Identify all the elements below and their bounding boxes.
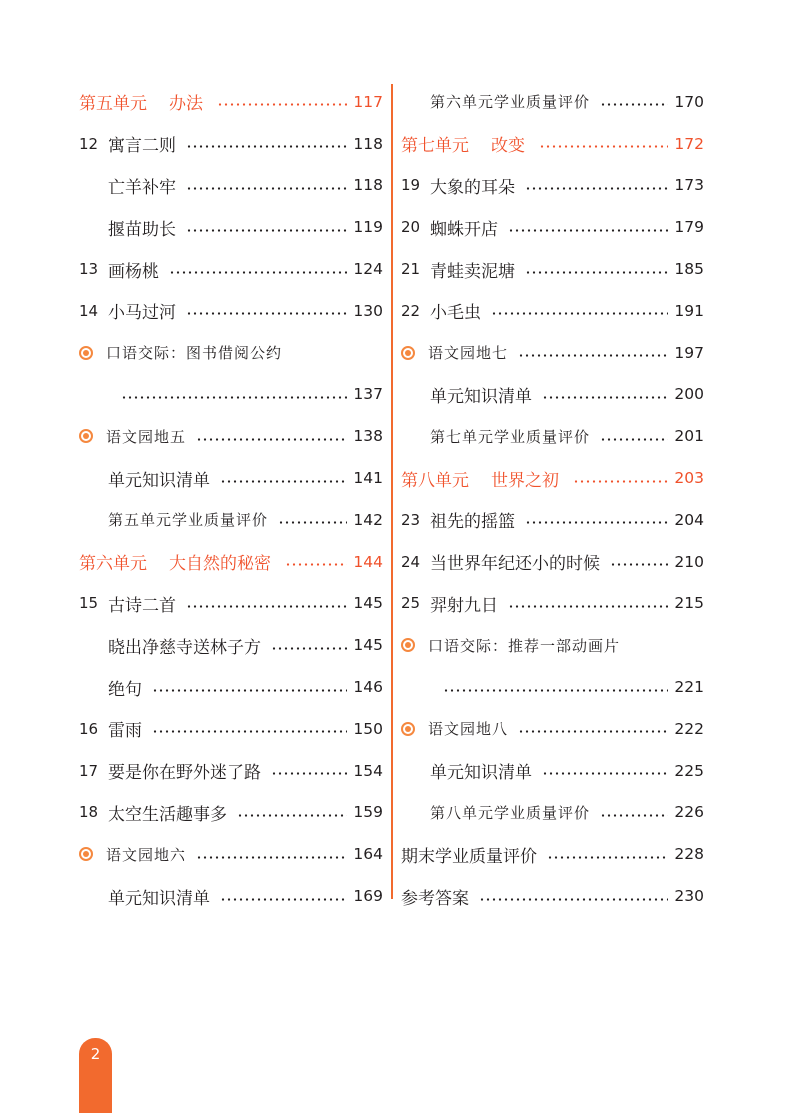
page-number-label: 185 — [674, 260, 704, 279]
toc-entry[interactable] — [79, 499, 383, 541]
page-number-label: 204 — [674, 510, 704, 529]
entry-title: 单元知识清单 — [430, 386, 532, 407]
page-number-label: 169 — [353, 887, 383, 906]
lesson-number: 17 — [79, 761, 99, 780]
dot-leader — [220, 898, 347, 901]
page-number-label: 210 — [674, 552, 704, 571]
column-divider — [391, 84, 393, 899]
toc-entry[interactable] — [401, 374, 704, 416]
lesson-number: 15 — [79, 594, 99, 613]
unit-subtitle: 大自然的秘密 — [169, 554, 271, 575]
entry-title: 太空生活趣事多 — [108, 804, 227, 825]
dot-leader — [518, 354, 668, 357]
dot-leader — [610, 563, 668, 566]
toc-entry[interactable] — [401, 332, 704, 374]
bullet-circle-icon — [401, 346, 415, 360]
entry-title: 要是你在野外迷了路 — [108, 763, 261, 784]
entry-title: 祖先的摇篮 — [430, 512, 515, 533]
dot-leader — [152, 730, 347, 733]
page-number-label: 119 — [353, 218, 383, 237]
toc-entry[interactable] — [79, 165, 383, 207]
lesson-number: 20 — [401, 218, 421, 237]
unit-subtitle: 世界之初 — [491, 470, 559, 491]
toc-entry[interactable] — [79, 374, 383, 416]
toc-entry[interactable] — [401, 457, 704, 499]
lesson-number: 19 — [401, 176, 421, 195]
toc-entry[interactable] — [401, 248, 704, 290]
page-number-label: 141 — [353, 469, 383, 488]
page-number-label: 150 — [353, 719, 383, 738]
page-number-label: 130 — [353, 301, 383, 320]
toc-entry[interactable] — [79, 541, 383, 583]
entry-title: 语文园地八 — [428, 720, 509, 739]
lesson-number: 16 — [79, 719, 99, 738]
entry-title: 寓言二则 — [108, 136, 176, 157]
toc-entry[interactable] — [79, 457, 383, 499]
page-number-label: 200 — [674, 385, 704, 404]
dot-leader — [479, 898, 668, 901]
entry-title: 大象的耳朵 — [430, 177, 515, 198]
lesson-number: 21 — [401, 260, 421, 279]
toc-entry[interactable] — [401, 499, 704, 541]
page-number-label: 117 — [353, 92, 383, 111]
entry-title: 羿射九日 — [430, 595, 498, 616]
dot-leader — [152, 689, 347, 692]
dot-leader — [525, 187, 668, 190]
page-number-label: 172 — [674, 134, 704, 153]
toc-entry[interactable] — [401, 206, 704, 248]
dot-leader — [542, 396, 668, 399]
page-number-label: 142 — [353, 510, 383, 529]
toc-entry[interactable] — [401, 666, 704, 708]
page-number-label: 226 — [674, 803, 704, 822]
dot-leader — [186, 312, 347, 315]
bullet-circle-icon — [79, 346, 93, 360]
toc-entry[interactable] — [79, 248, 383, 290]
dot-leader — [237, 814, 347, 817]
unit-title: 第七单元 — [401, 136, 469, 157]
entry-title: 当世界年纪还小的时候 — [430, 554, 600, 575]
page-number-label: 203 — [674, 469, 704, 488]
toc-entry[interactable] — [79, 206, 383, 248]
page-number-label: 197 — [674, 343, 704, 362]
page-number-tab — [79, 1038, 112, 1113]
toc-entry[interactable] — [401, 708, 704, 750]
page-number-label: 222 — [674, 719, 704, 738]
dot-leader — [491, 312, 668, 315]
dot-leader — [600, 438, 668, 441]
page-number-label: 173 — [674, 176, 704, 195]
entry-title: 参考答案 — [401, 888, 469, 909]
dot-leader — [518, 730, 668, 733]
dot-leader — [547, 856, 668, 859]
entry-title: 亡羊补牢 — [108, 177, 176, 198]
lesson-number: 18 — [79, 803, 99, 822]
dot-leader — [525, 271, 668, 274]
toc-entry[interactable] — [79, 708, 383, 750]
page-number-label: 145 — [353, 594, 383, 613]
unit-title: 第六单元 — [79, 554, 147, 575]
toc-entry[interactable] — [79, 583, 383, 625]
entry-title: 青蛙卖泥塘 — [430, 261, 515, 282]
entry-title: 语文园地六 — [106, 845, 187, 864]
bullet-circle-icon — [79, 429, 93, 443]
page-number-label: 179 — [674, 218, 704, 237]
page-number-label: 137 — [353, 385, 383, 404]
dot-leader — [271, 772, 347, 775]
bullet-circle-icon — [401, 722, 415, 736]
page-number-label: 191 — [674, 301, 704, 320]
page-number-label: 201 — [674, 427, 704, 446]
unit-title: 第八单元 — [401, 470, 469, 491]
toc-right-column — [401, 81, 704, 917]
toc-left-column — [79, 81, 383, 917]
toc-entry[interactable] — [79, 792, 383, 834]
lesson-number: 23 — [401, 510, 421, 529]
entry-title: 雷雨 — [108, 721, 142, 742]
toc-entry[interactable] — [401, 165, 704, 207]
entry-title: 期末学业质量评价 — [401, 846, 537, 867]
page-number-label: 170 — [674, 92, 704, 111]
unit-subtitle: 办法 — [169, 94, 203, 115]
page-number-label: 225 — [674, 761, 704, 780]
entry-title: 蜘蛛开店 — [430, 219, 498, 240]
dot-leader — [186, 145, 347, 148]
entry-title: 口语交际：推荐一部动画片 — [428, 636, 621, 655]
dot-leader — [508, 229, 668, 232]
dot-leader — [508, 605, 668, 608]
dot-leader — [542, 772, 668, 775]
dot-leader — [600, 103, 668, 106]
toc-entry[interactable] — [401, 875, 704, 917]
entry-title: 单元知识清单 — [430, 763, 532, 784]
page-number-label: 144 — [353, 552, 383, 571]
dot-leader — [278, 521, 347, 524]
dot-leader — [217, 103, 347, 106]
dot-leader — [196, 856, 347, 859]
entry-title: 单元知识清单 — [108, 888, 210, 909]
entry-title: 绝句 — [108, 679, 142, 700]
dot-leader — [443, 689, 668, 692]
toc-entry[interactable] — [401, 833, 704, 875]
dot-leader — [196, 438, 347, 441]
toc-entry[interactable] — [79, 81, 383, 123]
entry-title: 单元知识清单 — [108, 470, 210, 491]
page-number-label: 146 — [353, 678, 383, 697]
lesson-number: 25 — [401, 594, 421, 613]
entry-title: 晓出净慈寺送林子方 — [108, 637, 261, 658]
page-number-label: 154 — [353, 761, 383, 780]
page-number: 2 — [90, 1045, 101, 1063]
page-number-label: 124 — [353, 260, 383, 279]
dot-leader — [121, 396, 347, 399]
entry-title: 口语交际：图书借阅公约 — [106, 344, 283, 363]
page-number-label: 159 — [353, 803, 383, 822]
toc-entry[interactable] — [79, 332, 383, 374]
entry-title: 第六单元学业质量评价 — [430, 93, 591, 112]
toc-entry[interactable] — [401, 81, 704, 123]
page-number-label: 138 — [353, 427, 383, 446]
dot-leader — [573, 480, 668, 483]
bullet-circle-icon — [401, 638, 415, 652]
toc-entry[interactable] — [79, 123, 383, 165]
toc-entry[interactable] — [401, 792, 704, 834]
toc-entry[interactable] — [401, 290, 704, 332]
page-number-label: 228 — [674, 845, 704, 864]
dot-leader — [285, 563, 347, 566]
toc-entry[interactable] — [401, 624, 704, 666]
lesson-number: 24 — [401, 552, 421, 571]
lesson-number: 13 — [79, 260, 99, 279]
entry-title: 语文园地七 — [428, 344, 509, 363]
toc-entry[interactable] — [401, 415, 704, 457]
page-number-label: 164 — [353, 845, 383, 864]
page-number-label: 215 — [674, 594, 704, 613]
dot-leader — [271, 647, 347, 650]
toc-entry[interactable] — [401, 583, 704, 625]
toc-entry[interactable] — [79, 290, 383, 332]
dot-leader — [186, 229, 347, 232]
dot-leader — [186, 605, 347, 608]
dot-leader — [220, 480, 347, 483]
page-number-label: 221 — [674, 678, 704, 697]
entry-title: 画杨桃 — [108, 261, 159, 282]
entry-title: 小马过河 — [108, 303, 176, 324]
dot-leader — [169, 271, 347, 274]
toc-entry[interactable] — [79, 833, 383, 875]
entry-title: 第八单元学业质量评价 — [430, 803, 591, 822]
toc-entry[interactable] — [401, 541, 704, 583]
dot-leader — [186, 187, 347, 190]
dot-leader — [539, 145, 668, 148]
entry-title: 第七单元学业质量评价 — [430, 427, 591, 446]
lesson-number: 22 — [401, 301, 421, 320]
entry-title: 揠苗助长 — [108, 219, 176, 240]
lesson-number: 12 — [79, 134, 99, 153]
entry-title: 语文园地五 — [106, 427, 187, 446]
dot-leader — [525, 521, 668, 524]
toc-entry[interactable] — [79, 415, 383, 457]
entry-title: 古诗二首 — [108, 595, 176, 616]
toc-entry[interactable] — [401, 750, 704, 792]
entry-title: 第五单元学业质量评价 — [108, 511, 269, 530]
toc-entry[interactable] — [79, 666, 383, 708]
toc-entry[interactable] — [79, 875, 383, 917]
page-number-label: 145 — [353, 636, 383, 655]
toc-entry[interactable] — [79, 624, 383, 666]
unit-subtitle: 改变 — [491, 136, 525, 157]
dot-leader — [600, 814, 668, 817]
page-number-label: 230 — [674, 887, 704, 906]
entry-title: 小毛虫 — [430, 303, 481, 324]
unit-title: 第五单元 — [79, 94, 147, 115]
toc-entry[interactable] — [79, 750, 383, 792]
bullet-circle-icon — [79, 847, 93, 861]
lesson-number: 14 — [79, 301, 99, 320]
page-number-label: 118 — [353, 176, 383, 195]
page-number-label: 118 — [353, 134, 383, 153]
toc-entry[interactable] — [401, 123, 704, 165]
